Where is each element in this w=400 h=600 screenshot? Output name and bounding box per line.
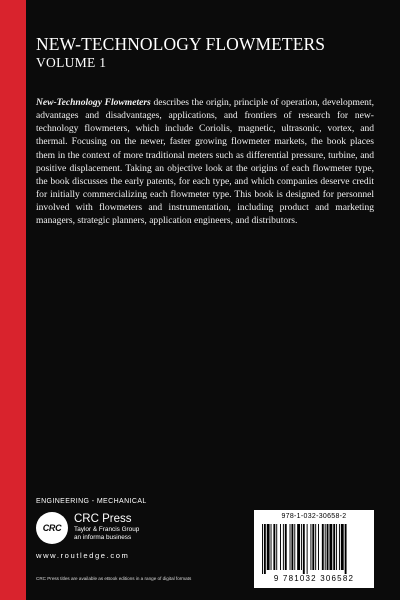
- subject-category: ENGINEERING - MECHANICAL: [36, 498, 147, 505]
- barcode-bar: [303, 524, 305, 574]
- barcode-bar: [310, 524, 311, 570]
- barcode-bar: [345, 524, 347, 574]
- barcode-bar: [322, 524, 324, 570]
- barcode-bar: [271, 524, 272, 570]
- red-spine-band: [0, 0, 26, 600]
- barcode-bar: [336, 524, 337, 570]
- ebook-footnote: CRC Press titles are available as eBook editions in a range of digital formats: [36, 576, 192, 581]
- publisher-info: [74, 513, 139, 542]
- barcode-bar: [273, 524, 275, 570]
- publisher-logo-block: [36, 512, 196, 546]
- isbn-text: 978-1-032-30658-2: [281, 513, 347, 520]
- barcode-bar: [341, 524, 344, 570]
- barcode-bar: [315, 524, 316, 570]
- crc-logo-icon: [36, 512, 68, 544]
- barcode-bar: [318, 524, 319, 570]
- barcode-bar: [312, 524, 314, 570]
- barcode-bar: [264, 524, 266, 574]
- barcode-bar: [285, 524, 287, 570]
- description-body: describes the origin, principle of operation, development, advantages and disadvantages, applications, and frontiers of research for new-technology flowmeters, which include Coriolis, magnetic, ultrasonic, vortex, and thermal. Focusing on the newer, faster growing flowmeter markets, the book places them in the context of more traditional meters such as differential pressure, turbine, and positive displacement. Taking an objective look at the origins of each flowmeter type, the book discusses the early patents, for each type, and which companies deserve credit for initially commercializing each flowmeter type. This book is designed for personnel involved with flowmeters and instrumentation, including product and marketing managers, strategic planners, application engineers, and distributors.: [36, 97, 374, 227]
- crc-logo-mark: CRC: [42, 523, 62, 533]
- barcode-bar: [262, 524, 263, 574]
- barcode-bar: [327, 524, 329, 570]
- publisher-business: an informa business: [74, 534, 132, 541]
- barcode-bar: [290, 524, 291, 570]
- isbn-barcode: [254, 510, 374, 588]
- publisher-name: CRC Press: [74, 513, 132, 525]
- description-book-title: New-Technology Flowmeters: [36, 97, 151, 108]
- barcode-bar: [325, 524, 326, 570]
- barcode-bar: [333, 524, 335, 570]
- isbn-digits: 9 781032 306582: [273, 574, 355, 583]
- barcode-icon: [260, 524, 368, 574]
- book-title: NEW-TECHNOLOGY FLOWMETERS: [36, 34, 326, 54]
- barcode-bar: [297, 524, 300, 570]
- barcode-bar: [283, 524, 284, 570]
- book-description: [36, 96, 374, 228]
- publisher-group: Taylor & Francis Group: [74, 526, 140, 533]
- barcode-bar: [339, 524, 340, 570]
- barcode-bar: [280, 524, 281, 570]
- barcode-bar: [291, 524, 293, 570]
- volume-label: VOLUME 1: [36, 55, 107, 70]
- barcode-bar: [307, 524, 308, 574]
- publisher-website[interactable]: www.routledge.com: [36, 551, 130, 560]
- barcode-bar: [276, 524, 277, 570]
- barcode-bar: [267, 524, 270, 570]
- barcode-bar: [294, 524, 295, 570]
- barcode-bar: [301, 524, 302, 570]
- barcode-bar: [329, 524, 332, 570]
